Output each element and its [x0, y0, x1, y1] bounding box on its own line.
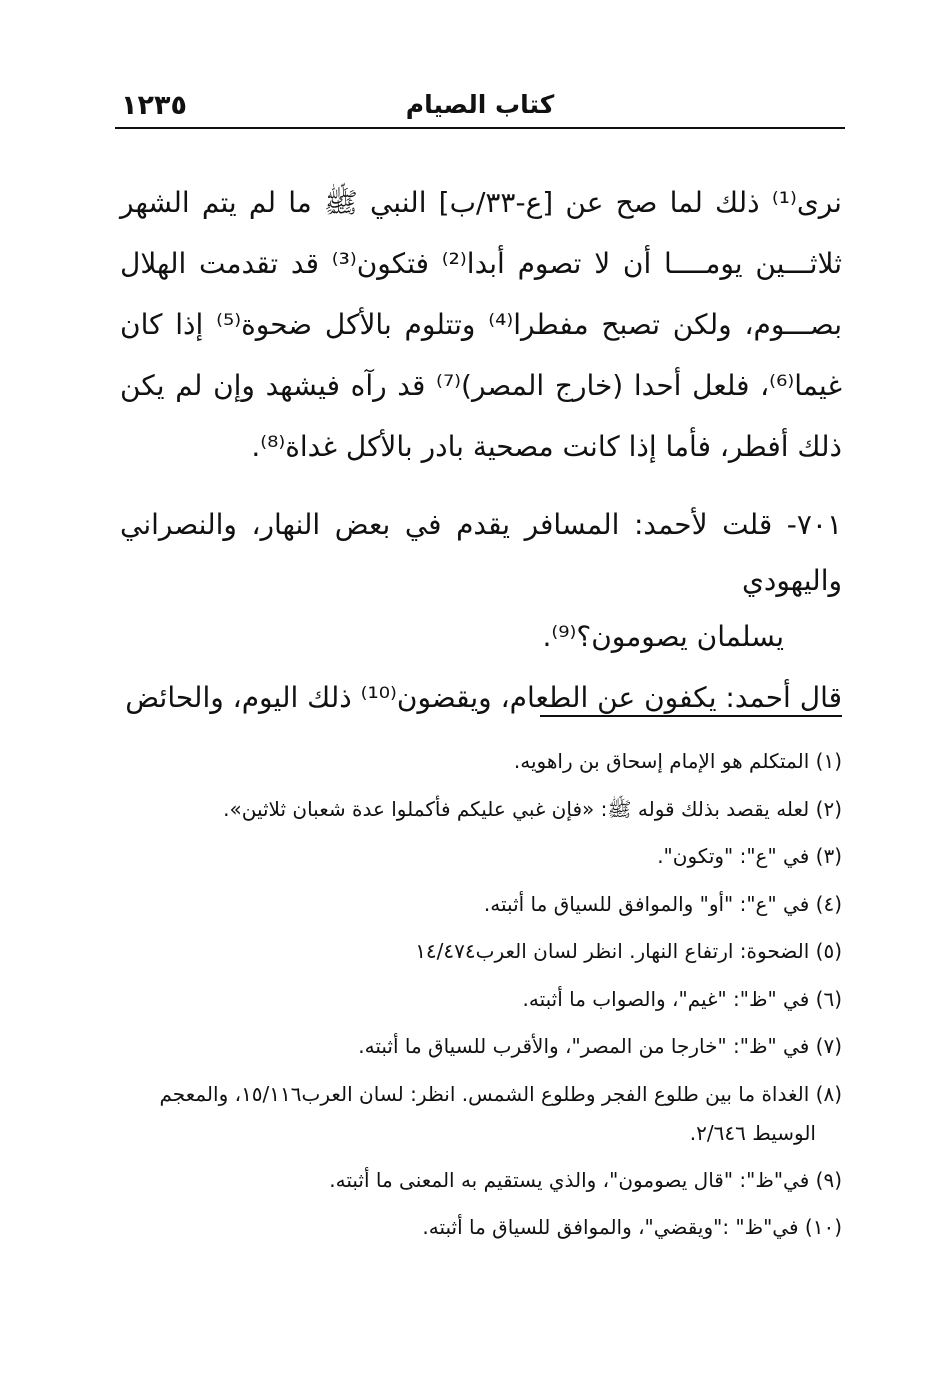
running-title: كتاب الصيام — [405, 90, 555, 119]
footnote-1: (١) المتكلم هو الإمام إسحاق بن راهويه. — [513, 749, 842, 773]
paragraph-1: نرى⁽¹⁾ ذلك لما صح عن [ع-٣٣/ب] النبي ﷺ ما لم يتم الشهر ثلاثـــين يومــــا أن لا تصوم أبدا⁽²⁾ فتكون⁽³⁾ قد تقدمت الهلال بصـــوم، ولكن تصبح مفطرا⁽⁴⁾ وتتلوم بالأكل ضحوة⁽⁵⁾ إذا كان غيما⁽⁶⁾، فلعل أحدا (خارج المصر)⁽⁷⁾ قد رآه فيشهد وإن لم يكن ذلك أفطر، فأما إذا كانت مصحية بادر بالأكل غداة⁽⁸⁾. — [120, 186, 842, 463]
footnote-separator — [540, 715, 842, 717]
footnote-10: (١٠) في"ظ" :"ويقضي"، والموافق للسياق ما أثبته. — [422, 1215, 842, 1239]
footnote-5: (٥) الضحوة: ارتفاع النهار. انظر لسان العرب١٤/٤٧٤ — [415, 939, 842, 963]
footnote-3: (٣) في "ع": "وتكون". — [657, 844, 842, 868]
footnote-9: (٩) في"ظ": "قال يصومون"، والذي يستقيم به المعنى ما أثبته. — [329, 1167, 842, 1192]
answer-text: قال أحمد: يكفون عن الطعام، ويقضون⁽¹⁰⁾ ذلك اليوم، والحائض — [125, 681, 842, 714]
page-header — [115, 84, 845, 124]
header-rule — [115, 127, 845, 129]
footnotes — [116, 738, 842, 1252]
footnote-8-line-2: الوسيط ٢/٦٤٦. — [689, 1120, 816, 1145]
footnote-8 — [116, 1071, 842, 1157]
question-line-1: قلت لأحمد: المسافر يقدم في بعض النهار، والنصراني واليهودي — [120, 508, 842, 597]
footnote-8-line-1: (٨) الغداة ما بين طلوع الفجر وطلوع الشمس. انظر: لسان العرب١٥/١١٦، والمعجم — [159, 1081, 842, 1106]
question-number: ٧٠١- — [786, 508, 842, 541]
page-number: ١٢٣٥ — [121, 90, 187, 121]
footnote-2: (٢) لعله يقصد بذلك قوله ﷺ: «فإن غبي عليكم فأكملوا عدة شعبان ثلاثين». — [223, 796, 842, 821]
main-text — [120, 172, 842, 728]
question-701 — [120, 497, 842, 665]
question-line-2: يسلمان يصومون؟⁽⁹⁾. — [542, 620, 784, 653]
footnote-6: (٦) في "ظ": "غيم"، والصواب ما أثبته. — [522, 986, 842, 1011]
footnote-7: (٧) في "ظ": "خارجا من المصر"، والأقرب للسياق ما أثبته. — [358, 1034, 842, 1058]
footnote-4: (٤) في "ع": "أو" والموافق للسياق ما أثبته. — [483, 891, 842, 916]
